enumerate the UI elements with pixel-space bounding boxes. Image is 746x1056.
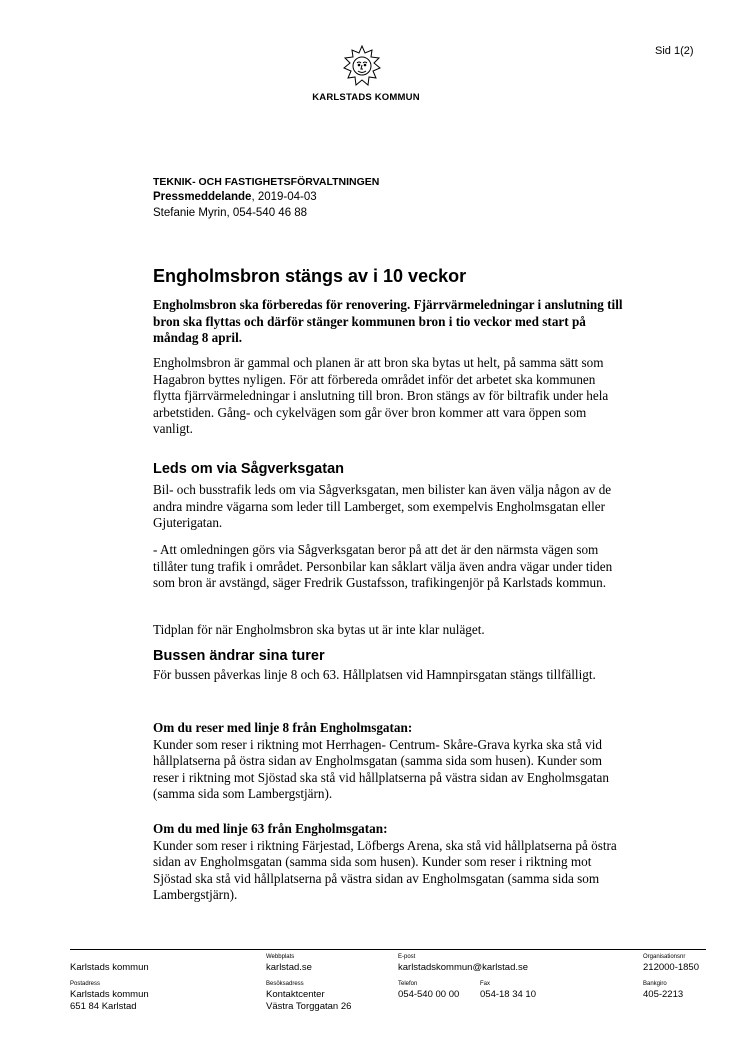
footer-org-name: Karlstads kommun — [70, 962, 149, 973]
footer-bank-value: 405-2213 — [643, 989, 684, 1000]
footer-orgnr-label: Organisationsnr — [643, 954, 686, 960]
footer-phone-label: Telefon — [398, 981, 418, 987]
organization-name: KARLSTADS KOMMUN — [312, 92, 420, 103]
footer-email-link[interactable]: karlstadskommun@karlstad.se — [398, 962, 529, 973]
footer-email-label: E-post — [398, 954, 416, 960]
section-heading-bus: Bussen ändrar sina turer — [153, 648, 325, 664]
sun-face-logo-icon — [342, 44, 382, 90]
department-name: TEKNIK- OCH FASTIGHETSFÖRVALTNINGEN — [153, 176, 380, 188]
footer-postal-label: Postadress — [70, 981, 101, 987]
footer-web-label: Webbplats — [266, 954, 295, 960]
bus-line-63-section — [153, 821, 623, 904]
footer-postal-line2: 651 84 Karlstad — [70, 1001, 137, 1012]
body-paragraph: Kunder som reser i riktning Färjestad, Löfbergs Arena, ska stå vid hållplatserna på östra sidan av Engholmsgatan (samma sida som husen). Kunder som reser i riktning mot Sjöstad ska stå vid hållplatserna på västra sidan av Engholmsgatan (samma sida som Lambergstjärn). — [153, 837, 617, 902]
page-title: Engholmsbron stängs av i 10 veckor — [153, 266, 467, 286]
body-paragraph: Bil- och busstrafik leds om via Sågverksgatan, men bilister kan även välja någon av de andra mindre vägarna som leder till Lamberget, som exempelvis Engholmsgatan eller Gjuterigatan. — [153, 482, 612, 530]
press-release-line — [153, 191, 317, 203]
section-heading-detour: Leds om via Sågverksgatan — [153, 461, 344, 477]
body-paragraph: - Att omledningen görs via Sågverksgatan beror på att det är den närmsta vägen som tillåter tung trafik i området. Personbilar kan såklart välja även andra vägar under tiden som bron är avstängd, säger Fredrik Gustafsson, trafikingenjör på Karlstads kommun. — [153, 542, 613, 590]
subheading-line-63: Om du med linje 63 från Engholmsgatan: — [153, 821, 388, 836]
page-number: Sid 1(2) — [655, 45, 694, 57]
footer-web-link[interactable]: karlstad.se — [266, 962, 312, 973]
contact-person: Stefanie Myrin, 054-540 46 88 — [153, 207, 308, 219]
body-paragraph: Tidplan för när Engholmsbron ska bytas ut är inte klar nuläget. — [153, 622, 485, 637]
footer-orgnr-value: 212000-1850 — [643, 962, 699, 973]
body-paragraph: Kunder som reser i riktning mot Herrhagen- Centrum- Skåre-Grava kyrka ska stå vid hållplatserna på östra sidan av Engholmsgatan (samma sida som husen). Kunder som reser i riktning mot Sjöstad ska stå vid hållplatserna på västra sidan av Engholmsgatan (samma sida som Lambergstjärn). — [153, 736, 609, 801]
footer-divider — [70, 949, 706, 950]
footer-fax-value: 054-18 34 10 — [480, 989, 536, 1000]
footer-fax-label: Fax — [480, 981, 491, 987]
lead-paragraph: Engholmsbron ska förberedas för renovering. Fjärrvärmeledningar i anslutning till bron ska flyttas och därför stänger kommunen bron i tio veckor med start på måndag 8 april. — [153, 297, 623, 345]
press-label: Pressmeddelande — [153, 191, 252, 203]
press-date: , 2019-04-03 — [251, 191, 317, 203]
subheading-line-8: Om du reser med linje 8 från Engholmsgatan: — [153, 720, 413, 735]
bus-line-8-section — [153, 720, 623, 803]
footer-visit-line2: Västra Torggatan 26 — [266, 1001, 352, 1012]
footer-visit-line1: Kontaktcenter — [266, 989, 325, 1000]
footer-bank-label: Bankgiro — [643, 981, 667, 987]
body-paragraph: För bussen påverkas linje 8 och 63. Hållplatsen vid Hamnpirsgatan stängs tillfälligt. — [153, 667, 596, 682]
footer-phone-value: 054-540 00 00 — [398, 989, 460, 1000]
footer-postal-line1: Karlstads kommun — [70, 989, 149, 1000]
footer-visit-label: Besöksadress — [266, 981, 304, 987]
body-paragraph: Engholmsbron är gammal och planen är att bron ska bytas ut helt, på samma sätt som Hagabron byttes nyligen. För att förbereda området inför det arbetet ska kommunen flytta fjärrvärmeledningar i anslutning till bron. Bron stängs av för biltrafik under hela arbetstiden. Gång- och cykelvägen som går över bron kommer att vara öppen som vanligt. — [153, 355, 609, 436]
